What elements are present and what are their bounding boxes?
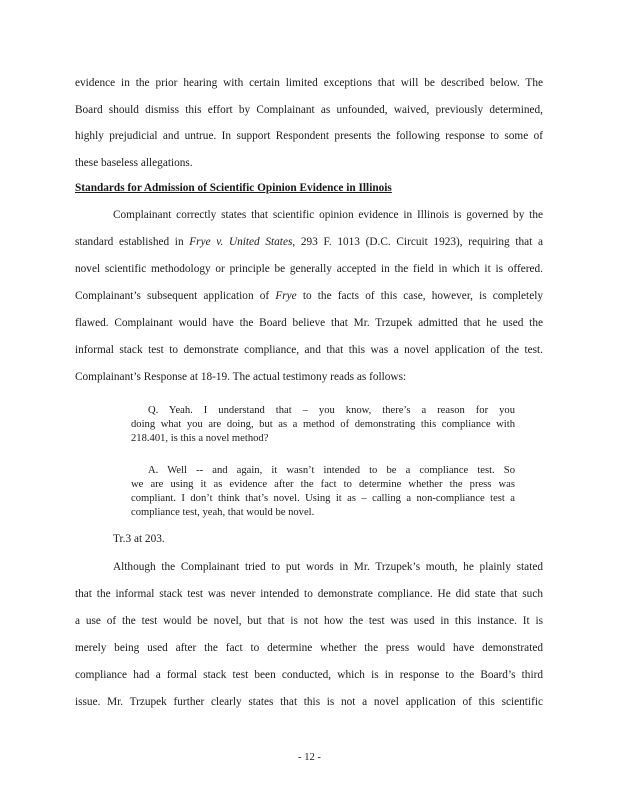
standards-line-7: Complainant’s Response at 18-19. The actual testimony reads as follows: (75, 371, 407, 383)
intro-line-3: highly prejudicial and untrue. In support Respondent presents the following response to some of (75, 130, 543, 142)
testimony-q-line-3: 218.401, is this a novel method? (131, 433, 269, 444)
intro-line-1: evidence in the prior hearing with certain limited exceptions that will be described below. The (75, 77, 543, 89)
standards-line-5: flawed. Complainant would have the Board believe that Mr. Trzupek admitted that he used the (75, 317, 543, 329)
standards-line-4: Complainant’s subsequent application of Frye to the facts of this case, however, is completely (75, 290, 543, 302)
conclusion-line-1: Although the Complainant tried to put words in Mr. Trzupek’s mouth, he plainly stated (113, 561, 543, 573)
conclusion-line-5: compliance had a formal stack test been conducted, which is in response to the Board’s third (75, 669, 543, 681)
standards-line-6: informal stack test to demonstrate compliance, and that this was a novel application of the test. (75, 344, 543, 356)
conclusion-line-2: that the informal stack test was never intended to demonstrate compliance. He did state that such (75, 588, 543, 600)
page-number: - 12 - (298, 752, 321, 763)
conclusion-line-3: a use of the test would be novel, but that is not how the test was used in this instance. It is (75, 615, 543, 627)
testimony-a-line-3: compliant. I don’t think that’s novel. Using it as – calling a non-compliance test a (131, 493, 515, 504)
testimony-q-line-1: Q. Yeah. I understand that – you know, there’s a reason for you (148, 405, 515, 416)
testimony-a-line-1: A. Well -- and again, it wasn’t intended to be a compliance test. So (148, 465, 515, 476)
testimony-a-line-2: we are using it as evidence after the fact to determine whether the press was (131, 479, 515, 490)
standards-line-3: novel scientific methodology or principle be generally accepted in the field in which it is offered. (75, 263, 543, 275)
conclusion-line-4: merely being used after the fact to determine whether the press would have demonstrated (75, 642, 543, 654)
testimony-q-line-2: doing what you are doing, but as a method of demonstrating this compliance with (131, 419, 515, 430)
citation: Tr.3 at 203. (113, 533, 165, 545)
testimony-a-line-4: compliance test, yeah, that would be novel. (131, 507, 315, 518)
intro-line-2: Board should dismiss this effort by Complainant as unfounded, waived, previously determined, (75, 104, 543, 116)
intro-line-4: these baseless allegations. (75, 157, 193, 169)
standards-line-1: Complainant correctly states that scientific opinion evidence in Illinois is governed by the (113, 209, 543, 221)
standards-line-2: standard established in Frye v. United States, 293 F. 1013 (D.C. Circuit 1923), requiring that a (75, 236, 543, 248)
section-heading: Standards for Admission of Scientific Opinion Evidence in Illinois (75, 182, 392, 194)
conclusion-line-6: issue. Mr. Trzupek further clearly states that this is not a novel application of this scientific (75, 696, 543, 708)
